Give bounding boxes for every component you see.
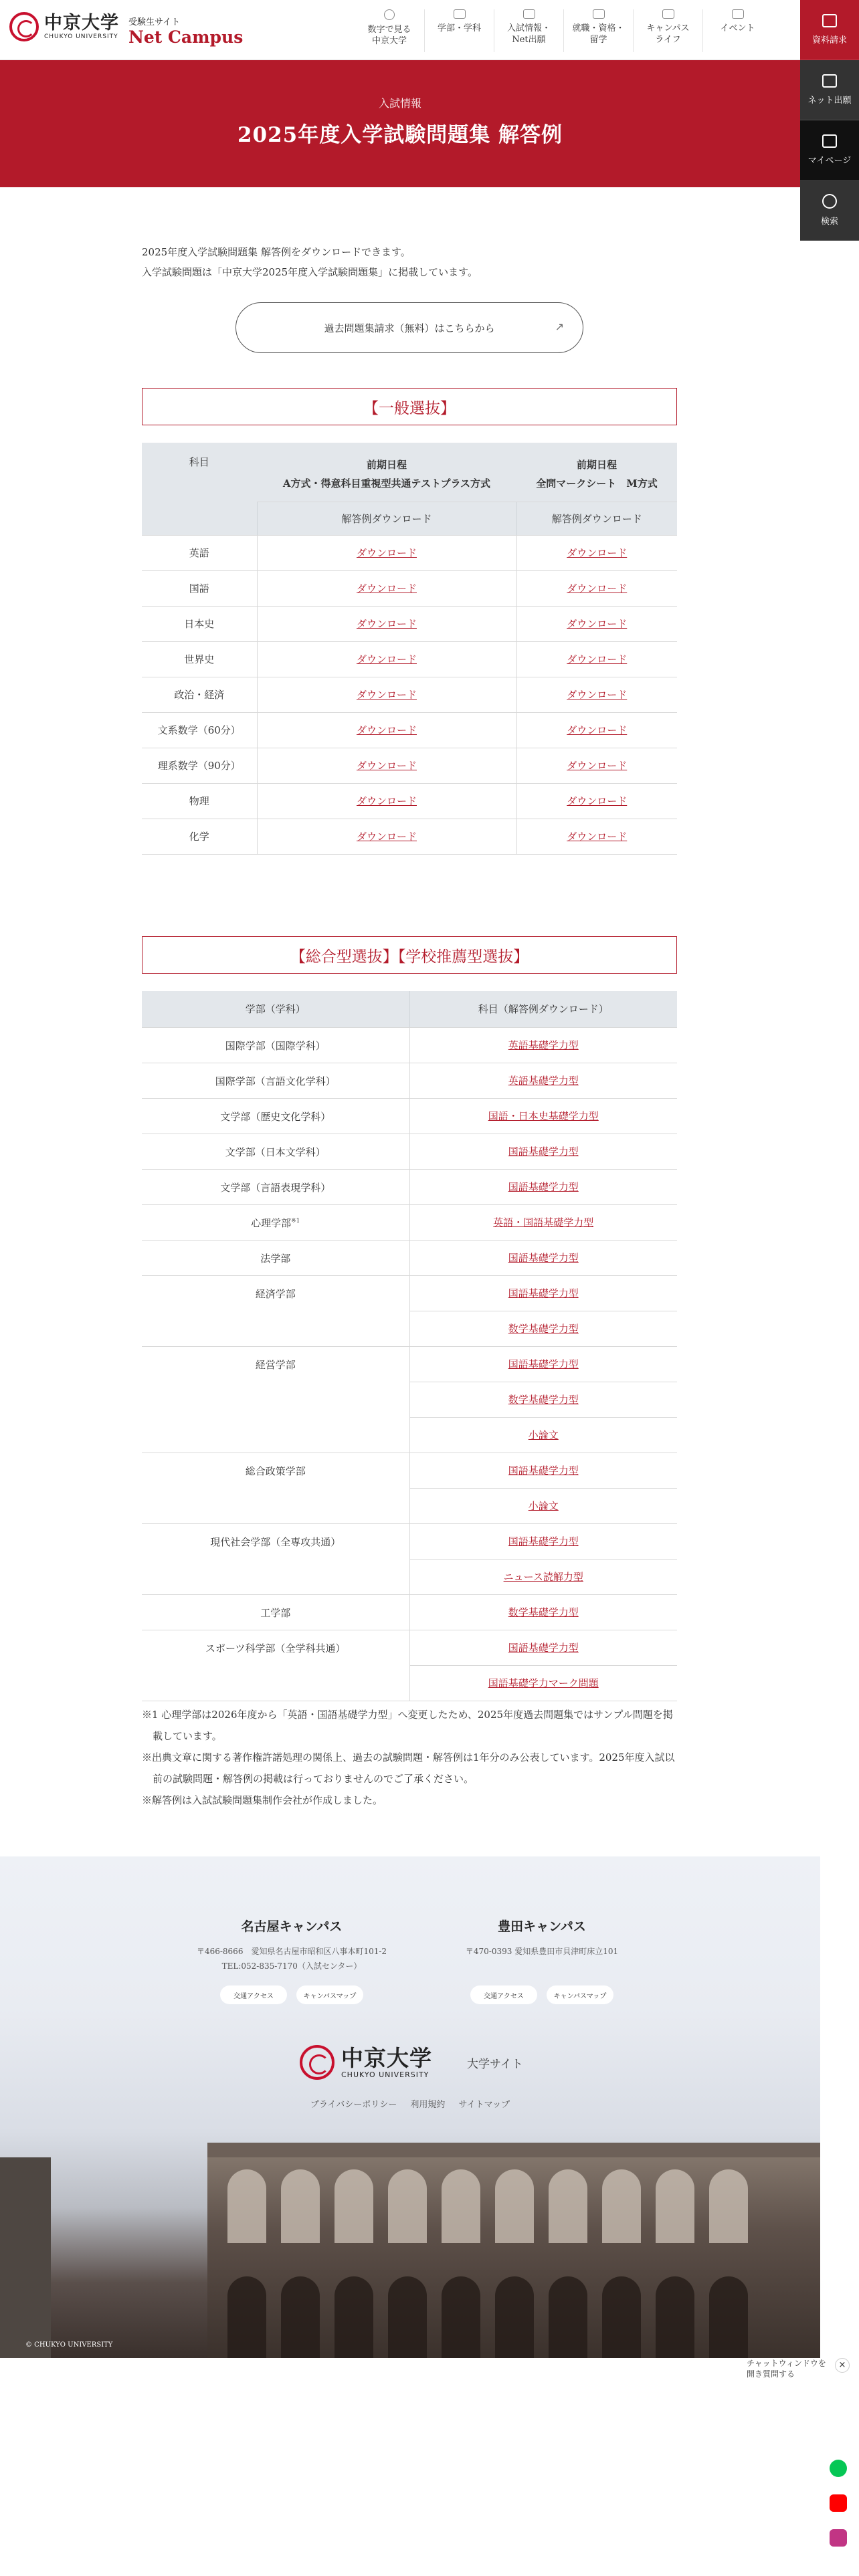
download-link[interactable]: 英語基礎学力型 [508,1039,579,1051]
col-subheader-a: 解答例ダウンロード [257,502,516,535]
campus-map-button[interactable]: キャンパスマップ [296,1985,363,2004]
download-link[interactable]: ダウンロード [567,582,628,595]
logo-text-ja: 中京大学 [341,2044,432,2071]
download-link[interactable]: ダウンロード [356,618,417,630]
nav-item-numbers[interactable] [355,9,424,52]
download-link[interactable]: 国語基礎学力型 [508,1146,579,1158]
table-row [142,748,677,783]
logo-text-en: CHUKYO UNIVERSITY [341,2070,430,2079]
nav-label: 就職・資格・ [572,23,625,33]
university-logo[interactable] [9,12,119,41]
table-row [142,570,677,606]
dept-cell: 経済学部 [142,1275,409,1346]
pen-icon [593,9,605,19]
download-link[interactable]: 小論文 [528,1429,559,1441]
download-link[interactable]: 国語基礎学力型 [508,1252,579,1264]
side-label: ネット出願 [807,96,852,106]
sitemap-link[interactable]: サイトマップ [458,2100,510,2110]
table-row [142,606,677,641]
nav-label: キャンパス [646,23,690,33]
nagoya-campus-info [171,1917,412,2004]
side-label: マイページ [807,156,852,166]
table-row [142,1169,677,1204]
main-nav [355,9,772,52]
nav-label: イベント [720,23,755,33]
close-icon[interactable]: × [835,2358,850,2373]
download-link[interactable]: ダウンロード [567,689,628,701]
download-link[interactable]: 小論文 [528,1500,559,1512]
subject-cell: 世界史 [142,641,257,677]
dept-cell: 総合政策学部 [142,1453,409,1523]
download-link[interactable]: ダウンロード [567,618,628,630]
footnotes [142,1704,677,1811]
download-link[interactable]: 国語基礎学力型 [508,1465,579,1477]
col-header-a [257,443,516,502]
mypage-button[interactable] [800,120,859,181]
external-link-icon: ↗ [555,320,564,333]
site-name-main: Net Campus [128,27,244,47]
toyota-campus-info [421,1917,662,2004]
university-site-link[interactable]: 大学サイト [467,2057,523,2071]
table-row [142,1240,677,1275]
campus-map-button[interactable]: キャンパスマップ [547,1985,613,2004]
chat-widget-label: チャットウィンドウを開き質問する [747,2359,826,2379]
table-row [142,1027,677,1063]
subject-cell: 英語 [142,535,257,570]
intro-line: 2025年度入学試験問題集 解答例をダウンロードできます。 [142,246,411,258]
campus-tel: TEL:052-835-7170（入試センター） [221,1961,362,1971]
table-row [142,677,677,712]
download-link[interactable]: 国語基礎学力型 [508,1535,579,1547]
table-row [142,1523,677,1559]
search-button[interactable] [800,181,859,241]
footnote: ※1 心理学部は2026年度から「英語・国語基礎学力型」へ変更したため、2025年度過去問題集ではサンプル問題を掲載しています。 [142,1709,673,1742]
side-label: 資料請求 [812,35,847,45]
col-header-b-line1: 前期日程 [576,458,617,471]
nav-item-faculties[interactable] [424,9,494,52]
campus-address: 〒466-8666 愛知県名古屋市昭和区八事本町101-2 [196,1947,387,1956]
site-name-sub: 受験生サイト [128,17,181,27]
lock-icon [822,134,837,148]
table-row [142,1630,677,1665]
instagram-icon[interactable] [830,2529,847,2547]
footnote: ※解答例は入試試験問題集制作会社が作成しました。 [142,1794,383,1806]
nav-label: 数字で見る [367,25,411,35]
table-row [142,1453,677,1488]
info-icon [384,9,395,20]
dept-cell: 法学部 [142,1240,409,1275]
dept-cell: 文学部（日本文学科） [142,1134,409,1169]
document-icon [822,14,837,27]
download-link[interactable]: ダウンロード [356,653,417,665]
building-photo-tower [0,2157,51,2358]
subject-cell: 日本史 [142,606,257,641]
footnote: ※出典文章に関する著作権許諾処理の関係上、過去の試験問題・解答例は1年分のみ公表しています。2025年度入試以前の試験問題・解答例の掲載は行っておりませんのでご了承ください。 [142,1751,675,1785]
section-title-comprehensive: 【総合型選抜】【学校推薦型選抜】 [142,936,677,974]
building-icon [662,9,674,19]
dept-cell [142,1204,409,1240]
search-icon [822,194,837,209]
general-selection-table [142,443,677,855]
download-link[interactable]: ダウンロード [356,795,417,807]
table-row [142,1594,677,1630]
request-button-label: 過去問題集請求（無料）はこちらから [324,322,495,334]
monitor-icon [822,74,837,88]
col-header-b-line2: 全問マークシート M方式 [536,477,658,490]
side-action-bar [800,0,859,241]
col-header-a-line2: A方式・得意科目重視型共通テストプラス方式 [282,477,491,490]
col-header-a-line1: 前期日程 [366,458,407,471]
col-header-subject: 科目 [142,443,257,535]
youtube-icon[interactable] [830,2494,847,2512]
nav-label: 学部・学科 [437,23,481,33]
nav-label: Net出願 [512,35,546,45]
dept-cell: 現代社会学部（全専攻共通） [142,1523,409,1594]
download-link[interactable]: 国語基礎学力マーク問題 [488,1677,599,1689]
side-label: 検索 [820,217,838,227]
table-row [142,641,677,677]
logo-mark-icon [300,2045,335,2080]
past-exam-request-button[interactable] [235,302,583,353]
col-header-subjects: 科目（解答例ダウンロード） [409,991,677,1027]
campus-building-photo [207,2143,820,2358]
nav-item-events[interactable] [702,9,772,52]
page-hero [0,60,859,187]
nav-label: 中京大学 [371,36,407,46]
subject-cell: 文系数学（60分） [142,712,257,748]
subject-cell: 国語 [142,570,257,606]
table-row [142,1275,677,1311]
download-link[interactable]: ニュース読解力型 [503,1571,583,1583]
subject-cell: 化学 [142,819,257,854]
download-link[interactable]: 国語基礎学力型 [508,1642,579,1654]
download-link[interactable]: ダウンロード [567,831,628,843]
breadcrumb: 入試情報 [378,97,421,110]
table-row [142,783,677,819]
download-link[interactable]: 数学基礎学力型 [508,1394,579,1406]
table-row [142,1204,677,1240]
terms-link[interactable]: 利用規約 [410,2100,446,2110]
net-apply-button[interactable] [800,60,859,120]
table-row [142,1134,677,1169]
subject-cell: 物理 [142,783,257,819]
download-link[interactable]: ダウンロード [567,760,628,772]
col-subheader-b: 解答例ダウンロード [516,502,677,535]
dept-cell: 国際学部（国際学科） [142,1027,409,1063]
line-icon[interactable] [830,2460,847,2477]
download-link[interactable]: 国語基礎学力型 [508,1287,579,1299]
access-button[interactable]: 交通アクセス [470,1985,537,2004]
table-row [142,712,677,748]
download-link[interactable]: 数学基礎学力型 [508,1606,579,1618]
download-link[interactable]: ダウンロード [356,582,417,595]
comprehensive-selection-table [142,991,677,1701]
campus-address: 〒470-0393 愛知県豊田市貝津町床立101 [465,1947,619,1956]
download-link[interactable]: ダウンロード [356,547,417,559]
copyright: © CHUKYO UNIVERSITY [25,2341,113,2349]
download-link[interactable]: ダウンロード [567,547,628,559]
dept-cell: 国際学部（言語文化学科） [142,1063,409,1098]
download-link[interactable]: 国語基礎学力型 [508,1181,579,1193]
logo-mark-icon [9,12,39,41]
nav-item-career[interactable] [563,9,633,52]
graduation-cap-icon [454,9,466,19]
download-link[interactable]: 英語基礎学力型 [508,1075,579,1087]
page-title: 2025年度入学試験問題集 解答例 [237,123,563,147]
campus-name: 名古屋キャンパス [241,1919,343,1934]
download-link[interactable]: ダウンロード [356,724,417,736]
nav-item-campus-life[interactable] [633,9,702,52]
col-header-b [516,443,677,502]
footnote-marker: ※1 [291,1217,300,1224]
nav-label: 入試情報・ [506,23,551,33]
table-row [142,535,677,570]
site-footer [0,1856,820,2358]
download-link[interactable]: 国語・日本史基礎学力型 [488,1110,599,1122]
dept-label: 心理学部 [251,1216,292,1229]
subject-cell: 理系数学（90分） [142,748,257,783]
download-link[interactable]: ダウンロード [567,795,628,807]
section-title-general: 【一般選抜】 [142,388,677,425]
download-link[interactable]: ダウンロード [567,724,628,736]
download-link[interactable]: ダウンロード [356,760,417,772]
nav-label: 留学 [589,35,607,45]
intro-text [142,242,677,282]
dept-cell: 経営学部 [142,1346,409,1453]
dept-cell: 工学部 [142,1594,409,1630]
dept-cell: 文学部（言語表現学科） [142,1169,409,1204]
download-link[interactable]: 英語・国語基礎学力型 [493,1216,594,1228]
dept-cell: 文学部（歴史文化学科） [142,1098,409,1134]
privacy-policy-link[interactable]: プライバシーポリシー [310,2100,397,2110]
table-row [142,1346,677,1382]
logo-text-ja: 中京大学 [44,13,119,33]
nav-label: ライフ [655,35,681,45]
dept-cell: スポーツ科学部（全学科共通） [142,1630,409,1701]
logo-text-en: CHUKYO UNIVERSITY [44,33,118,40]
intro-line: 入学試験問題は「中京大学2025年度入学試験問題集」に掲載しています。 [142,266,478,278]
footer-links [0,2097,820,2110]
table-row [142,819,677,854]
site-name[interactable] [128,15,243,47]
download-link[interactable]: ダウンロード [356,831,417,843]
site-header [0,0,859,60]
request-materials-button[interactable] [800,0,859,60]
access-button[interactable]: 交通アクセス [220,1985,287,2004]
nav-item-admissions[interactable] [494,9,563,52]
subject-cell: 政治・経済 [142,677,257,712]
calendar-icon [732,9,744,19]
table-row [142,1098,677,1134]
campus-name: 豊田キャンパス [498,1919,586,1934]
download-link[interactable]: 数学基礎学力型 [508,1323,579,1335]
download-link[interactable]: 国語基礎学力型 [508,1358,579,1370]
download-link[interactable]: ダウンロード [567,653,628,665]
footer-university-logo[interactable] [300,2045,523,2080]
download-link[interactable]: ダウンロード [356,689,417,701]
book-icon [523,9,535,19]
col-header-dept: 学部（学科） [142,991,409,1027]
table-row [142,1063,677,1098]
chat-widget[interactable] [747,2358,854,2385]
